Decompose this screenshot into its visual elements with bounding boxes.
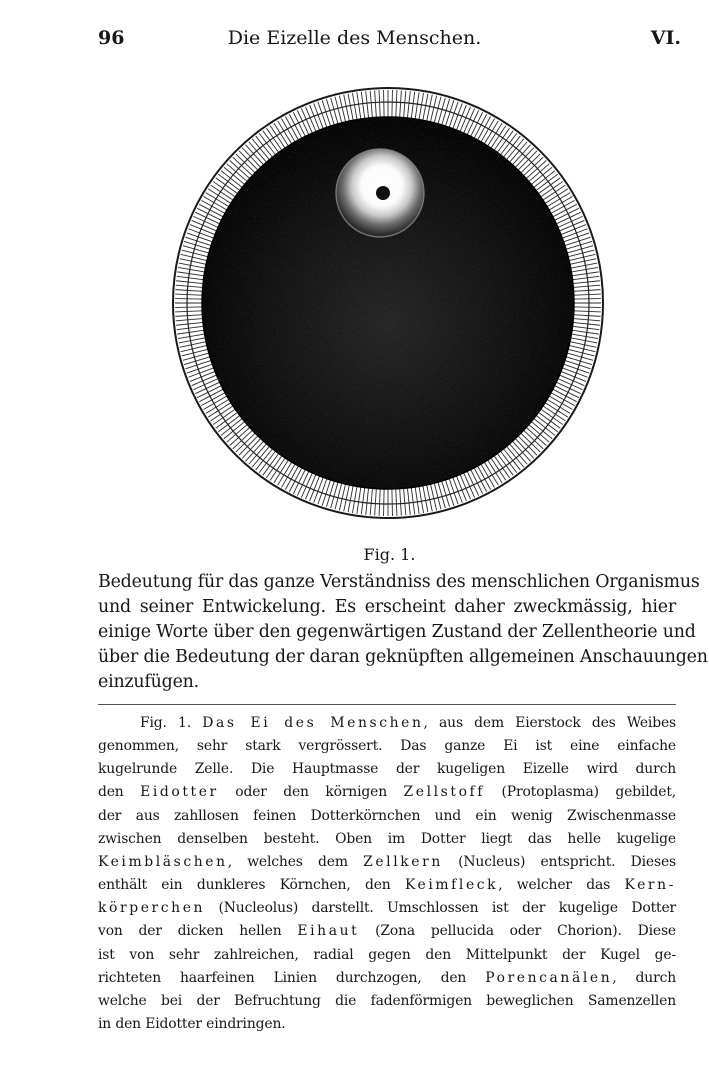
footnote-divider	[98, 704, 676, 705]
legend-line: körperchen (Nucleolus) darstellt. Umschlossen ist der kugelige Dotter	[98, 900, 677, 917]
figure-caption: Fig. 1.	[363, 545, 416, 564]
legend-line: Fig. 1. Das Ei des Menschen, aus dem Eierstock des Weibes	[140, 715, 677, 731]
body-line: einzufügen.	[98, 672, 200, 692]
legend-line: in den Eidotter eindringen.	[98, 1016, 286, 1033]
page-number: 96	[98, 27, 125, 49]
legend-line: kugelrunde Zelle. Die Hauptmasse der kugeligen Eizelle wird durch	[98, 761, 676, 778]
legend-line: richteten haarfeinen Linien durchzogen, den Porencanälen, durch	[98, 969, 676, 986]
body-line: einige Worte über den gegenwärtigen Zustand der Zellentheorie und	[98, 622, 696, 642]
body-line: Bedeutung für das ganze Verständniss des menschlichen Organismus	[98, 572, 700, 592]
egg-cell-illustration	[172, 87, 604, 519]
running-title: Die Eizelle des Menschen.	[227, 27, 482, 49]
body-paragraph	[98, 570, 708, 695]
legend-line: genommen, sehr stark vergrössert. Das ganze Ei ist eine einfache	[98, 738, 676, 755]
legend-line: enthält ein dunkleres Körnchen, den Keimfleck, welcher das Kern-	[98, 877, 676, 894]
legend-line: den Eidotter oder den körnigen Zellstoff (Protoplasma) gebildet,	[98, 784, 677, 801]
body-line: über die Bedeutung der daran geknüpften allgemeinen Anschauungen	[98, 647, 708, 667]
germinal-spot	[376, 186, 390, 200]
chapter-number: VI.	[650, 27, 681, 49]
body-line: und seiner Entwickelung. Es erscheint daher zweckmässig, hier	[98, 597, 676, 617]
legend-line: welche bei der Befruchtung die fadenförmigen beweglichen Samenzellen	[98, 992, 676, 1009]
legend-line: ist von sehr zahlreichen, radial gegen den Mittelpunkt der Kugel ge-	[98, 946, 676, 963]
legend-line: zwischen denselben besteht. Oben im Dotter liegt das helle kugelige	[98, 830, 676, 847]
legend-line: der aus zahllosen feinen Dotterkörnchen und ein wenig Zwischenmasse	[98, 807, 676, 824]
legend-line: Keimbläschen, welches dem Zellkern (Nucleus) entspricht. Dieses	[98, 853, 677, 870]
figure-legend	[98, 712, 676, 1036]
legend-line: von der dicken hellen Eihaut (Zona pellucida oder Chorion). Diese	[98, 923, 677, 940]
